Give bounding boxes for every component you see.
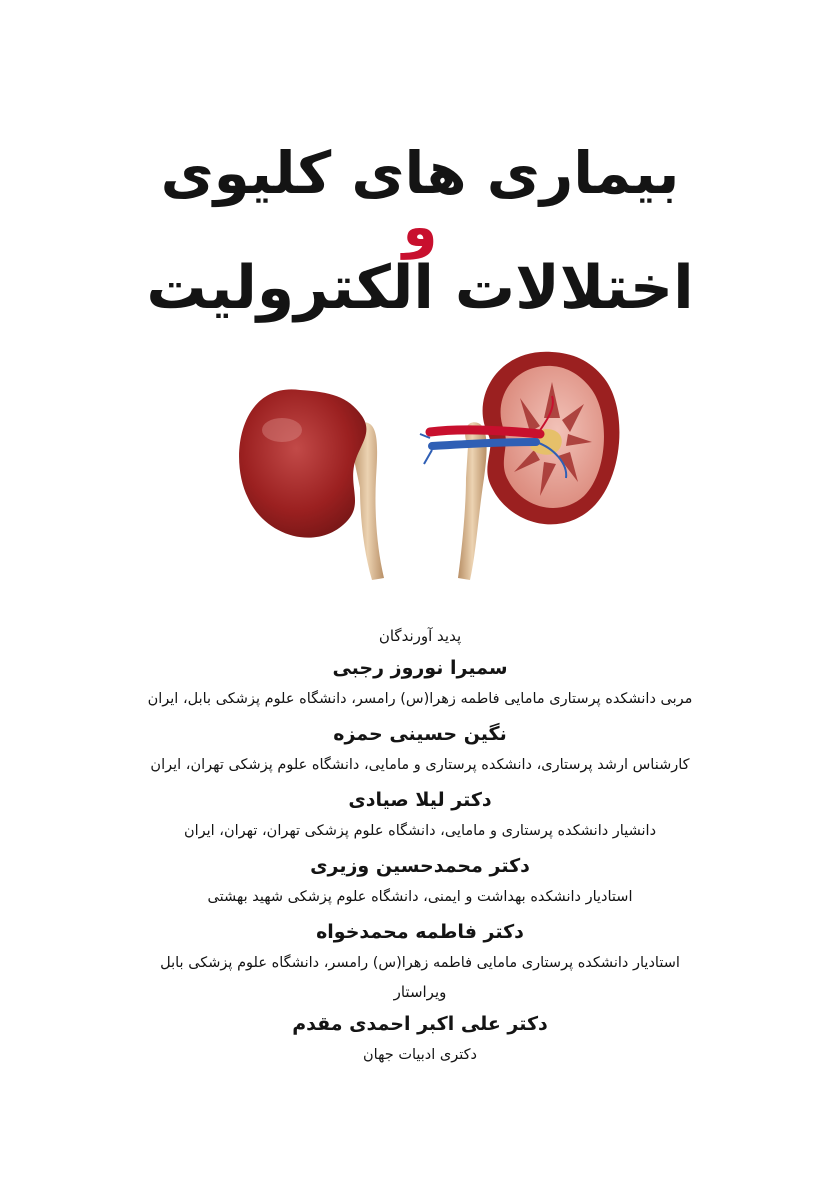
author-name: نگین حسینی حمزه: [333, 723, 507, 745]
author-affiliation: دانشیار دانشکده پرستاری و مامایی، دانشگاه علوم پزشکی تهران، تهران، ایران: [183, 823, 657, 839]
kidney-section-icon: [420, 352, 619, 580]
editor-affiliation: دکتری ادبیات جهان: [363, 1047, 477, 1063]
title-conjunction: و: [402, 195, 438, 260]
author-name: دکتر فاطمه محمدخواه: [316, 921, 524, 943]
editor-name: دکتر علی اکبر احمدی مقدم: [292, 1013, 548, 1035]
credits-section: [20, 624, 820, 1068]
editor-role-label: ویراستار: [393, 983, 447, 1001]
author-name: سمیرا نوروز رجبی: [332, 657, 508, 679]
title-line-1: بیماری های کلیوی: [160, 139, 680, 207]
author-affiliation: استادیار دانشکده پرستاری مامایی فاطمه زهرا(س) رامسر، دانشگاه علوم پزشکی بابل: [160, 955, 680, 971]
author-name: دکتر محمدحسین وزیری: [310, 855, 530, 877]
author-name: دکتر لیلا صیادی: [348, 789, 492, 811]
author-affiliation: کارشناس ارشد پرستاری، دانشکده پرستاری و مامایی، دانشگاه علوم پزشکی تهران، ایران: [150, 757, 690, 773]
author-affiliation: استادیار دانشکده بهداشت و ایمنی، دانشگاه علوم پزشکی شهید بهشتی: [207, 889, 633, 905]
kidney-whole-icon: [239, 389, 384, 580]
author-affiliation: مربی دانشکده پرستاری مامایی فاطمه زهرا(س) رامسر، دانشگاه علوم پزشکی بابل، ایران: [147, 691, 693, 707]
authors-role-label: پدید آورندگان: [378, 627, 462, 645]
kidney-illustration: [0, 338, 840, 588]
title-line-2: اختلالات الکترولیت: [146, 253, 694, 323]
